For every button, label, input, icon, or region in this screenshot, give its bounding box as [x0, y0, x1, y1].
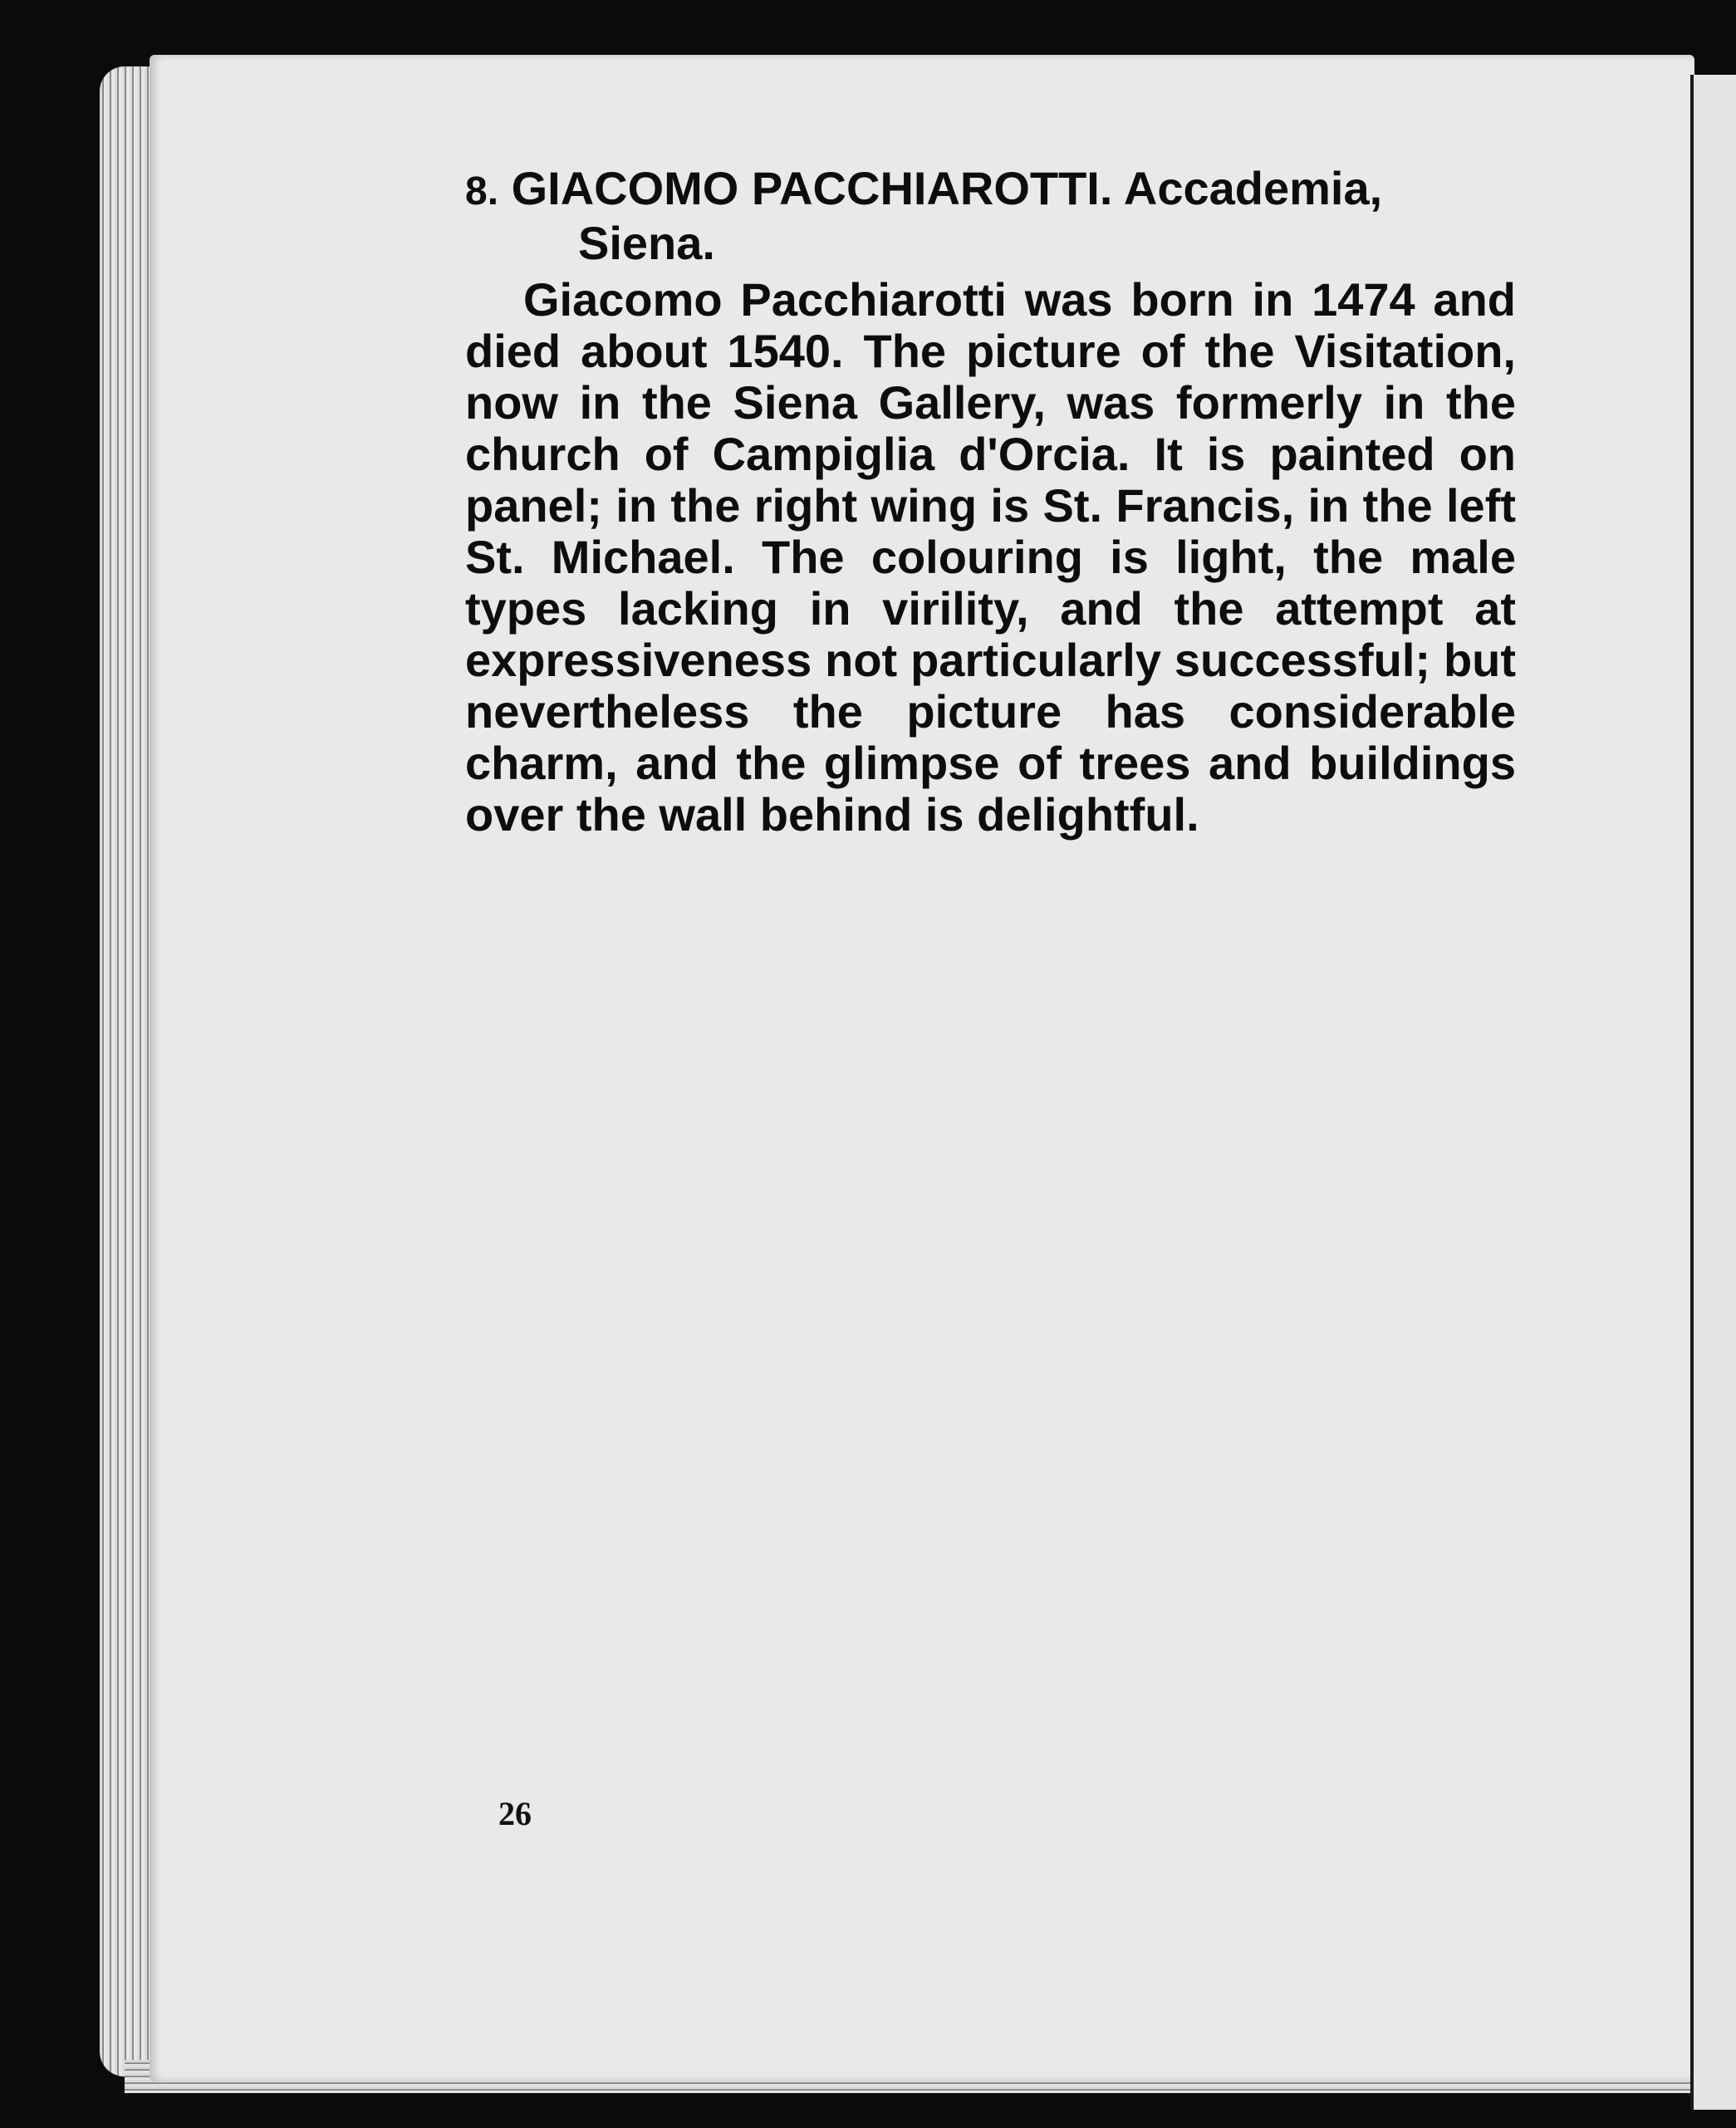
- page-text-block: [465, 163, 1516, 841]
- entry-paragraph: Giacomo Pacchiarotti was born in 1474 and died about 1540. The picture of the Visitation, now in the Siena Gallery, was formerly in the church of Campiglia d'Orcia. It is painted on panel; in the right wing is St. Francis, in the left St. Michael. The colouring is light, the male types lacking in virility, and the attempt at expressiveness not particularly successful; but nevertheless the picture has considerable charm, and the glimpse of trees and buildings over the wall behind is delightful.: [465, 273, 1516, 841]
- entry-number: 8.: [465, 169, 499, 213]
- entry-title: GIACOMO PACCHIAROTTI. Accademia,: [511, 162, 1383, 214]
- page-number: 26: [498, 1795, 532, 1832]
- facing-page-edge: [1690, 75, 1736, 2110]
- entry-location: Siena.: [578, 217, 715, 269]
- entry-heading: [465, 163, 1516, 218]
